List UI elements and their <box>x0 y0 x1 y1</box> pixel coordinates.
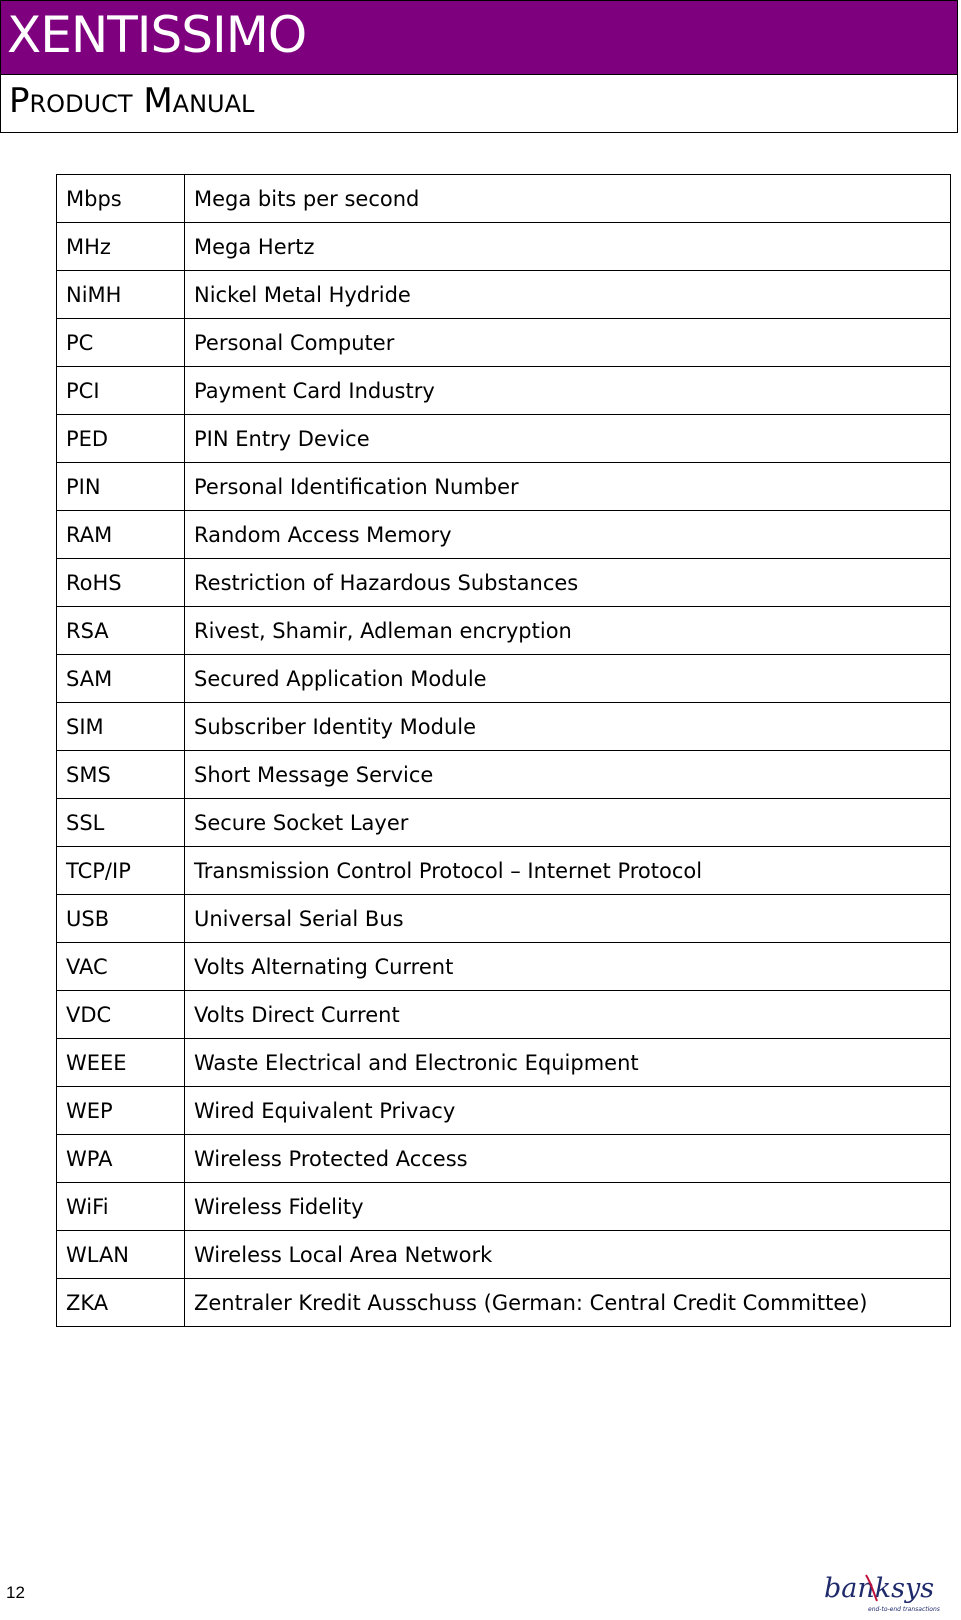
meaning-cell: Rivest, Shamir, Adleman encryption <box>185 607 951 655</box>
meaning-cell: Personal Identification Number <box>185 463 951 511</box>
meaning-cell: Zentraler Kredit Ausschuss (German: Central Credit Committee) <box>185 1279 951 1327</box>
abbreviation-cell: WiFi <box>57 1183 185 1231</box>
table-row <box>57 943 951 991</box>
table-row <box>57 559 951 607</box>
document-subtitle: Product Manual <box>9 81 255 121</box>
meaning-cell: Restriction of Hazardous Substances <box>185 559 951 607</box>
abbreviation-cell: PED <box>57 415 185 463</box>
meaning-cell: Random Access Memory <box>185 511 951 559</box>
abbreviation-cell: PC <box>57 319 185 367</box>
table-row <box>57 1279 951 1327</box>
abbreviation-cell: RAM <box>57 511 185 559</box>
abbreviation-cell: WEP <box>57 1087 185 1135</box>
table-row <box>57 895 951 943</box>
table-row <box>57 319 951 367</box>
table-row <box>57 703 951 751</box>
meaning-cell: Secured Application Module <box>185 655 951 703</box>
table-row <box>57 271 951 319</box>
table-row <box>57 367 951 415</box>
table-row <box>57 1087 951 1135</box>
abbreviation-cell: PIN <box>57 463 185 511</box>
table-row <box>57 223 951 271</box>
abbreviation-cell: NiMH <box>57 271 185 319</box>
abbreviation-cell: RSA <box>57 607 185 655</box>
meaning-cell: Wireless Protected Access <box>185 1135 951 1183</box>
meaning-cell: Personal Computer <box>185 319 951 367</box>
table-row <box>57 751 951 799</box>
abbreviation-cell: Mbps <box>57 175 185 223</box>
table-row <box>57 991 951 1039</box>
abbreviations-table-body <box>57 175 951 1327</box>
meaning-cell: Secure Socket Layer <box>185 799 951 847</box>
meaning-cell: Waste Electrical and Electronic Equipment <box>185 1039 951 1087</box>
logo-tagline: end-to-end transactions <box>868 1606 940 1613</box>
table-row <box>57 1231 951 1279</box>
abbreviation-cell: SAM <box>57 655 185 703</box>
abbreviation-cell: WLAN <box>57 1231 185 1279</box>
page-number: 12 <box>6 1583 25 1602</box>
document-title: XENTISSIMO <box>7 6 307 64</box>
abbreviation-cell: SSL <box>57 799 185 847</box>
abbreviation-cell: RoHS <box>57 559 185 607</box>
banksys-logo <box>822 1567 954 1615</box>
table-row <box>57 1135 951 1183</box>
table-row <box>57 175 951 223</box>
meaning-cell: Volts Direct Current <box>185 991 951 1039</box>
abbreviation-cell: TCP/IP <box>57 847 185 895</box>
logo-wordmark: banksys <box>824 1573 935 1604</box>
meaning-cell: Universal Serial Bus <box>185 895 951 943</box>
table-row <box>57 607 951 655</box>
abbreviation-cell: WPA <box>57 1135 185 1183</box>
abbreviation-cell: VDC <box>57 991 185 1039</box>
meaning-cell: Wireless Fidelity <box>185 1183 951 1231</box>
abbreviations-table <box>56 174 951 1327</box>
abbreviation-cell: MHz <box>57 223 185 271</box>
abbreviation-cell: VAC <box>57 943 185 991</box>
meaning-cell: Payment Card Industry <box>185 367 951 415</box>
meaning-cell: Mega Hertz <box>185 223 951 271</box>
meaning-cell: Transmission Control Protocol – Internet Protocol <box>185 847 951 895</box>
meaning-cell: Subscriber Identity Module <box>185 703 951 751</box>
abbreviation-cell: PCI <box>57 367 185 415</box>
abbreviation-cell: USB <box>57 895 185 943</box>
meaning-cell: Nickel Metal Hydride <box>185 271 951 319</box>
abbreviation-cell: SMS <box>57 751 185 799</box>
meaning-cell: Wireless Local Area Network <box>185 1231 951 1279</box>
meaning-cell: Short Message Service <box>185 751 951 799</box>
table-row <box>57 415 951 463</box>
meaning-cell: PIN Entry Device <box>185 415 951 463</box>
table-row <box>57 847 951 895</box>
header-title-band <box>1 1 957 75</box>
meaning-cell: Volts Alternating Current <box>185 943 951 991</box>
table-row <box>57 463 951 511</box>
abbreviation-cell: ZKA <box>57 1279 185 1327</box>
table-row <box>57 511 951 559</box>
table-row <box>57 655 951 703</box>
table-row <box>57 1039 951 1087</box>
abbreviation-cell: WEEE <box>57 1039 185 1087</box>
abbreviation-cell: SIM <box>57 703 185 751</box>
meaning-cell: Mega bits per second <box>185 175 951 223</box>
document-header <box>0 0 958 133</box>
table-row <box>57 799 951 847</box>
table-row <box>57 1183 951 1231</box>
meaning-cell: Wired Equivalent Privacy <box>185 1087 951 1135</box>
